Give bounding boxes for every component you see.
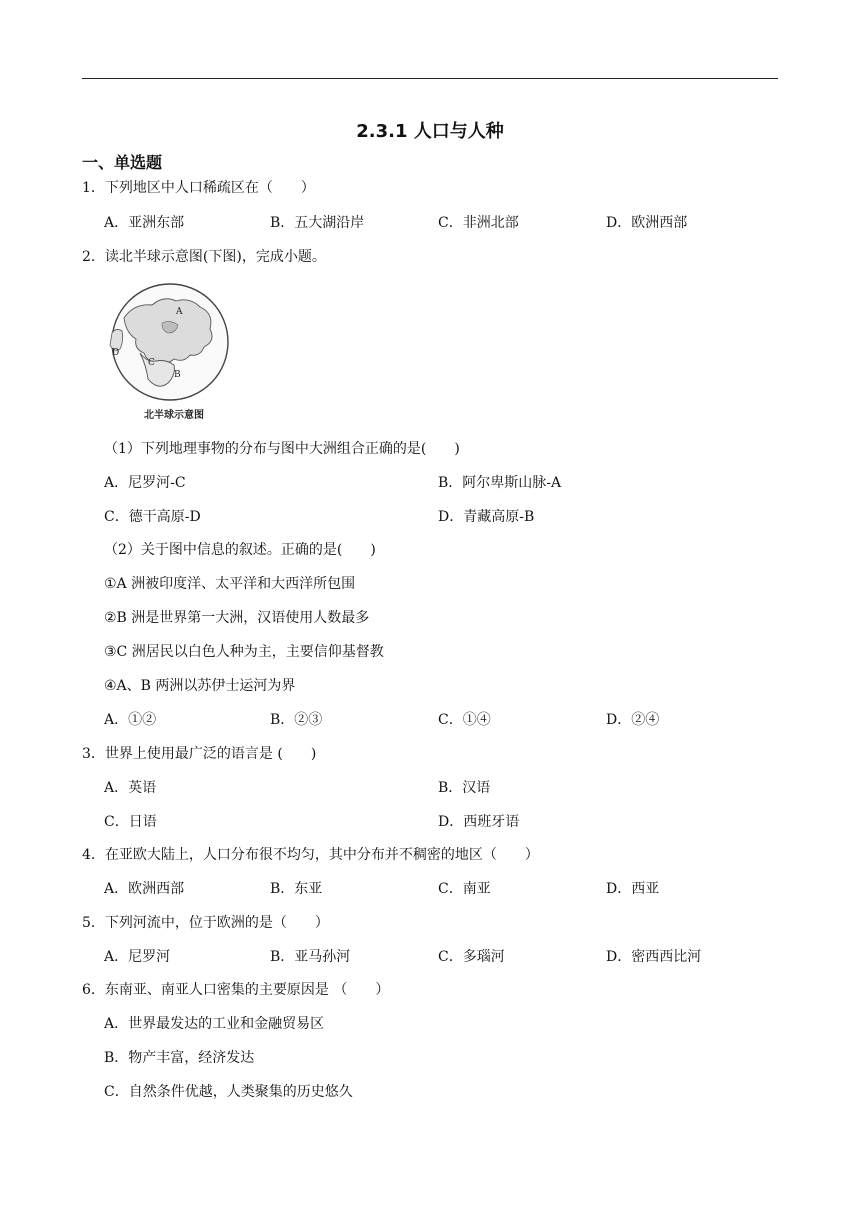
question-3-option-a: A．英语: [104, 780, 157, 796]
question-4-option-b: B．东亚: [270, 881, 323, 897]
figure-caption: 北半球示意图: [144, 410, 204, 421]
question-2-1-option-c: C．德干高原-D: [104, 509, 201, 525]
question-6-option-c: C．自然条件优越，人类聚集的历史悠久: [104, 1084, 353, 1100]
question-1-stem: 1．下列地区中人口稀疏区在（ ）: [82, 180, 315, 196]
question-2-2-statement-3: ③C 洲居民以白色人种为主，主要信仰基督教: [104, 644, 384, 660]
question-2-2-option-a: A．①②: [104, 712, 157, 728]
question-2-2-option-b: B．②③: [270, 712, 323, 728]
header-rule: [82, 78, 778, 79]
question-2-2-option-c: C．①④: [438, 712, 491, 728]
question-2-1-option-d: D．青藏高原-B: [438, 509, 535, 525]
question-3-stem: 3．世界上使用最广泛的语言是 ( ): [82, 746, 317, 762]
question-3-option-b: B．汉语: [438, 780, 491, 796]
question-1-option-b: B．五大湖沿岸: [270, 215, 365, 231]
question-4-stem: 4．在亚欧大陆上，人口分布很不均匀，其中分布并不稠密的地区（ ）: [82, 847, 539, 863]
question-5-stem: 5．下列河流中，位于欧洲的是（ ）: [82, 915, 329, 931]
question-2-2-option-d: D．②④: [606, 712, 660, 728]
figure-label-a: A: [176, 307, 183, 317]
question-2-2-statement-2: ②B 洲是世界第一大洲，汉语使用人数最多: [104, 610, 370, 626]
question-3-option-d: D．西班牙语: [438, 814, 520, 830]
figure-label-d: D: [112, 348, 120, 358]
northern-hemisphere-map: [104, 283, 234, 423]
question-1-option-c: C．非洲北部: [438, 215, 519, 231]
question-5-option-c: C．多瑙河: [438, 949, 505, 965]
question-2-2-statement-1: ①A 洲被印度洋、太平洋和大西洋所包围: [104, 576, 356, 592]
section-heading: 一、单选题: [82, 153, 163, 172]
question-4-option-c: C．南亚: [438, 881, 491, 897]
question-6-option-a: A．世界最发达的工业和金融贸易区: [104, 1016, 325, 1032]
page-title: 2.3.1 人口与人种: [356, 121, 504, 142]
question-2-2-statement-4: ④A、B 两洲以苏伊士运河为界: [104, 678, 296, 694]
question-1-option-a: A．亚洲东部: [104, 215, 185, 231]
question-2-stem: 2．读北半球示意图(下图)，完成小题。: [82, 249, 326, 265]
question-2-2-stem: （2）关于图中信息的叙述。正确的是( ): [104, 542, 376, 558]
question-6-option-b: B．物产丰富，经济发达: [104, 1050, 255, 1066]
figure-label-c: C: [148, 358, 155, 368]
question-5-option-b: B．亚马孙河: [270, 949, 351, 965]
question-2-1-option-b: B．阿尔卑斯山脉-A: [438, 475, 562, 491]
question-5-option-a: A．尼罗河: [104, 949, 171, 965]
question-4-option-d: D．西亚: [606, 881, 660, 897]
question-2-1-stem: （1）下列地理事物的分布与图中大洲组合正确的是( ): [104, 441, 460, 457]
question-1-option-d: D．欧洲西部: [606, 215, 688, 231]
question-5-option-d: D．密西西比河: [606, 949, 702, 965]
figure-label-b: B: [174, 370, 181, 380]
question-4-option-a: A．欧洲西部: [104, 881, 185, 897]
question-3-option-c: C．日语: [104, 814, 157, 830]
question-2-1-option-a: A．尼罗河-C: [104, 475, 186, 491]
question-6-stem: 6．东南亚、南亚人口密集的主要原因是 （ ）: [82, 982, 390, 998]
